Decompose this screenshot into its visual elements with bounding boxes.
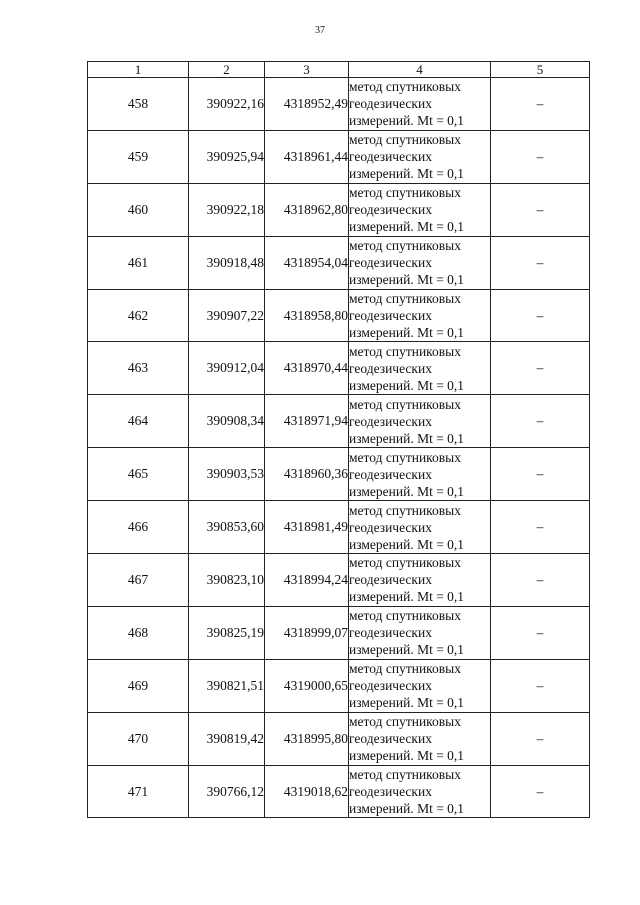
method-line: метод спутниковых: [349, 608, 461, 624]
table-row: [88, 659, 590, 712]
y-coordinate-cell: 4319018,62: [265, 765, 349, 818]
method-line: метод спутниковых: [349, 132, 461, 148]
method-cell: [349, 236, 491, 289]
method-line: измерений. Mt = 0,1: [349, 377, 465, 393]
table-row: [88, 448, 590, 501]
method-line: измерений. Mt = 0,1: [349, 801, 465, 817]
x-coordinate-cell: 390903,53: [189, 448, 265, 501]
method-line: геодезических: [349, 466, 432, 482]
header-col-2: 2: [189, 62, 265, 78]
method-line: метод спутниковых: [349, 343, 461, 359]
method-line: измерений. Mt = 0,1: [349, 748, 465, 764]
method-line: геодезических: [349, 96, 432, 112]
x-coordinate-cell: 390918,48: [189, 236, 265, 289]
method-cell: [349, 289, 491, 342]
x-coordinate-cell: 390766,12: [189, 765, 265, 818]
method-line: метод спутниковых: [349, 449, 461, 465]
method-cell: [349, 78, 491, 131]
method-line: метод спутниковых: [349, 79, 461, 95]
method-cell: [349, 765, 491, 818]
point-number-cell: 464: [88, 395, 189, 448]
method-line: метод спутниковых: [349, 291, 461, 306]
point-number-cell: 467: [88, 554, 189, 607]
method-line: измерений. Mt = 0,1: [349, 272, 465, 288]
note-cell: –: [491, 183, 590, 236]
table-body: [88, 78, 590, 818]
y-coordinate-cell: 4318994,24: [265, 554, 349, 607]
note-cell: –: [491, 448, 590, 501]
method-cell: [349, 448, 491, 501]
header-col-1: 1: [88, 62, 189, 78]
method-line: геодезических: [349, 731, 432, 747]
x-coordinate-cell: 390922,16: [189, 78, 265, 131]
method-line: метод спутниковых: [349, 396, 461, 412]
method-line: метод спутниковых: [349, 238, 461, 254]
y-coordinate-cell: 4318960,36: [265, 448, 349, 501]
method-cell: [349, 395, 491, 448]
note-cell: –: [491, 606, 590, 659]
x-coordinate-cell: 390925,94: [189, 130, 265, 183]
page-number: 37: [315, 25, 325, 36]
method-cell: [349, 501, 491, 554]
note-cell: –: [491, 659, 590, 712]
point-number-cell: 469: [88, 659, 189, 712]
point-number-cell: 465: [88, 448, 189, 501]
note-cell: –: [491, 395, 590, 448]
y-coordinate-cell: 4318961,44: [265, 130, 349, 183]
point-number-cell: 471: [88, 765, 189, 818]
method-line: геодезических: [349, 784, 432, 800]
point-number-cell: 459: [88, 130, 189, 183]
note-cell: –: [491, 236, 590, 289]
point-number-cell: 461: [88, 236, 189, 289]
note-cell: –: [491, 78, 590, 131]
method-line: измерений. Mt = 0,1: [349, 325, 465, 340]
note-cell: –: [491, 130, 590, 183]
table-row: [88, 183, 590, 236]
method-line: метод спутниковых: [349, 767, 461, 783]
point-number-cell: 460: [88, 183, 189, 236]
header-col-3: 3: [265, 62, 349, 78]
method-line: измерений. Mt = 0,1: [349, 483, 465, 499]
table-row: [88, 554, 590, 607]
point-number-cell: 470: [88, 712, 189, 765]
x-coordinate-cell: 390853,60: [189, 501, 265, 554]
y-coordinate-cell: 4318995,80: [265, 712, 349, 765]
x-coordinate-cell: 390825,19: [189, 606, 265, 659]
method-cell: [349, 183, 491, 236]
coordinates-table: [87, 61, 590, 818]
note-cell: –: [491, 289, 590, 342]
note-cell: –: [491, 554, 590, 607]
x-coordinate-cell: 390912,04: [189, 342, 265, 395]
method-line: метод спутниковых: [349, 502, 461, 518]
y-coordinate-cell: 4318981,49: [265, 501, 349, 554]
table-row: [88, 130, 590, 183]
method-line: измерений. Mt = 0,1: [349, 536, 465, 552]
header-col-5: 5: [491, 62, 590, 78]
header-col-4: 4: [349, 62, 491, 78]
method-cell: [349, 342, 491, 395]
method-line: метод спутниковых: [349, 714, 461, 730]
x-coordinate-cell: 390908,34: [189, 395, 265, 448]
method-line: геодезических: [349, 202, 432, 218]
x-coordinate-cell: 390907,22: [189, 289, 265, 342]
method-line: геодезических: [349, 149, 432, 165]
table-row: [88, 342, 590, 395]
y-coordinate-cell: 4318971,94: [265, 395, 349, 448]
y-coordinate-cell: 4318958,80: [265, 289, 349, 342]
x-coordinate-cell: 390819,42: [189, 712, 265, 765]
note-cell: –: [491, 712, 590, 765]
note-cell: –: [491, 765, 590, 818]
point-number-cell: 468: [88, 606, 189, 659]
method-cell: [349, 712, 491, 765]
method-cell: [349, 606, 491, 659]
method-line: геодезических: [349, 255, 432, 271]
y-coordinate-cell: 4318962,80: [265, 183, 349, 236]
method-line: геодезических: [349, 360, 432, 376]
method-cell: [349, 554, 491, 607]
x-coordinate-cell: 390821,51: [189, 659, 265, 712]
method-line: измерений. Mt = 0,1: [349, 166, 465, 182]
y-coordinate-cell: 4319000,65: [265, 659, 349, 712]
point-number-cell: 462: [88, 289, 189, 342]
method-line: измерений. Mt = 0,1: [349, 589, 465, 605]
method-line: измерений. Mt = 0,1: [349, 642, 465, 658]
method-line: геодезических: [349, 625, 432, 641]
method-line: геодезических: [349, 413, 432, 429]
method-cell: [349, 130, 491, 183]
y-coordinate-cell: 4318954,04: [265, 236, 349, 289]
point-number-cell: 458: [88, 78, 189, 131]
table-row: [88, 765, 590, 818]
table-row: [88, 78, 590, 131]
x-coordinate-cell: 390922,18: [189, 183, 265, 236]
method-line: измерений. Mt = 0,1: [349, 695, 465, 711]
method-line: геодезических: [349, 572, 432, 588]
note-cell: –: [491, 342, 590, 395]
table-row: [88, 606, 590, 659]
method-line: метод спутниковых: [349, 185, 461, 201]
table-header: [88, 62, 590, 78]
table-row: [88, 501, 590, 554]
method-line: геодезических: [349, 308, 432, 323]
method-line: измерений. Mt = 0,1: [349, 430, 465, 446]
header-row: [88, 62, 590, 78]
y-coordinate-cell: 4318970,44: [265, 342, 349, 395]
method-line: геодезических: [349, 519, 432, 535]
y-coordinate-cell: 4318952,49: [265, 78, 349, 131]
x-coordinate-cell: 390823,10: [189, 554, 265, 607]
method-line: метод спутниковых: [349, 661, 461, 677]
method-line: измерений. Mt = 0,1: [349, 219, 465, 235]
table-row: [88, 236, 590, 289]
table-row: [88, 395, 590, 448]
note-cell: –: [491, 501, 590, 554]
method-cell: [349, 659, 491, 712]
method-line: метод спутниковых: [349, 555, 461, 571]
method-line: измерений. Mt = 0,1: [349, 113, 465, 129]
table-row: [88, 289, 590, 342]
method-line: геодезических: [349, 678, 432, 694]
point-number-cell: 466: [88, 501, 189, 554]
table-row: [88, 712, 590, 765]
y-coordinate-cell: 4318999,07: [265, 606, 349, 659]
point-number-cell: 463: [88, 342, 189, 395]
